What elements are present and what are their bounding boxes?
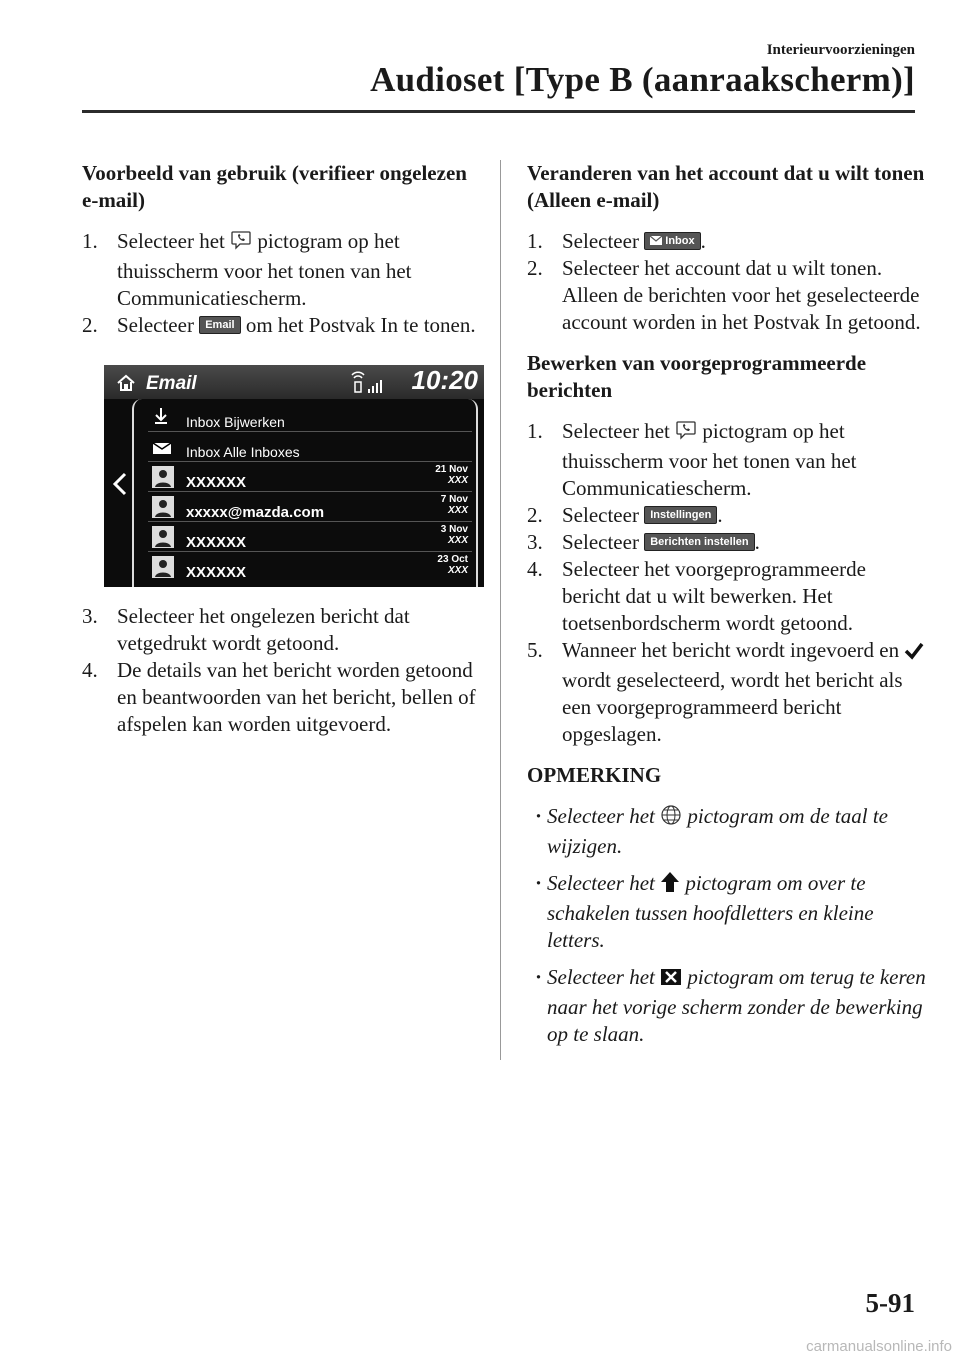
- edit-steps: [527, 418, 927, 748]
- left-heading: Voorbeeld van gebruik (verifieer ongelezen e-mail): [82, 161, 467, 212]
- cancel-x-icon: [660, 967, 682, 994]
- step-text: Selecteer: [117, 313, 194, 337]
- account-steps: [527, 228, 927, 336]
- shift-arrow-icon: [660, 871, 680, 900]
- step-text: om het Postvak In te tonen.: [245, 313, 476, 337]
- step-1: [527, 228, 927, 255]
- step-number: 2.: [527, 503, 543, 527]
- step-text: Selecteer het: [562, 419, 670, 443]
- step-3: [527, 529, 927, 556]
- screen-clock: 10:20: [411, 365, 478, 395]
- inbox-button[interactable]: [644, 232, 700, 250]
- step-1: [82, 228, 482, 312]
- screen-title: Email: [146, 373, 197, 394]
- step-text: Selecteer: [562, 530, 639, 554]
- step-2: [527, 502, 927, 529]
- envelope-icon: [152, 436, 172, 463]
- step-text: Selecteer: [562, 229, 639, 253]
- chapter-title: Audioset [Type B (aanraakscherm)]: [370, 60, 915, 99]
- inbox-all-row[interactable]: [148, 433, 472, 462]
- note-list: [527, 803, 927, 1048]
- step-3: [82, 603, 482, 657]
- section-label: Interieurvoorzieningen: [766, 42, 915, 58]
- settings-button[interactable]: Instellingen: [644, 506, 717, 524]
- step-number: 1.: [527, 229, 543, 253]
- step-text: Wanneer het bericht wordt ingevoerd en: [562, 638, 900, 662]
- communication-icon: [675, 419, 697, 448]
- note-text: pictogram om de taal te wijzigen.: [547, 804, 888, 858]
- step-text: De details van het bericht worden getoond en beantwoorden van het bericht, bellen of afspelen kan worden uitgevoerd.: [117, 658, 476, 736]
- step-number: 2.: [82, 313, 98, 337]
- date-text: 7 Nov: [440, 494, 468, 505]
- message-date: [435, 464, 468, 486]
- step-number: 5.: [527, 638, 543, 662]
- note-item: [527, 870, 927, 954]
- date-text: 23 Oct: [437, 554, 468, 565]
- inbox-button-label: Inbox: [665, 235, 695, 247]
- step-number: 3.: [82, 604, 98, 628]
- step-4: [82, 657, 482, 738]
- step-text: wordt geselecteerd, wordt het bericht als een voorgeprogrammeerd bericht opgeslagen.: [562, 668, 903, 746]
- step-2: [82, 312, 482, 339]
- globe-icon: [660, 804, 682, 833]
- message-row[interactable]: [148, 553, 472, 581]
- step-number: 1.: [527, 419, 543, 443]
- date-sub: XXX: [447, 475, 468, 486]
- message-sender: XXXXXX: [186, 474, 247, 491]
- step-text: Selecteer het ongelezen bericht dat vetgedrukt wordt getoond.: [117, 604, 410, 655]
- date-text: 3 Nov: [440, 524, 468, 535]
- message-row[interactable]: [148, 493, 472, 522]
- step-text: .: [700, 229, 706, 253]
- screen-topbar: [104, 365, 484, 399]
- inbox-all-label: Inbox Alle Inboxes: [186, 444, 300, 460]
- note-text: pictogram om over te schakelen tussen hoofdletters en kleine letters.: [547, 871, 874, 952]
- right-heading-2: Bewerken van voorgeprogrammeerde berichten: [527, 351, 867, 402]
- contact-icon: [152, 496, 174, 525]
- header-rule: [82, 110, 915, 113]
- email-button[interactable]: Email: [199, 316, 240, 334]
- step-number: 4.: [527, 557, 543, 581]
- step-text: Selecteer: [562, 503, 639, 527]
- email-screen: [104, 365, 484, 587]
- date-sub: XXX: [447, 535, 468, 546]
- step-text: Selecteer het voorgeprogrammeerde bericht dat u wilt bewerken. Het toetsenbordscherm wordt getoond.: [562, 557, 866, 635]
- left-steps-continued: [82, 603, 482, 738]
- communication-icon: [230, 229, 252, 258]
- step-text: pictogram op het thuisscherm voor het tonen van het Communicatiescherm.: [562, 419, 857, 500]
- left-steps: [82, 228, 482, 339]
- note-item: [527, 803, 927, 860]
- checkmark-icon: [904, 640, 924, 667]
- step-text: .: [754, 530, 760, 554]
- step-number: 3.: [527, 530, 543, 554]
- message-sender: XXXXXX: [186, 534, 247, 551]
- step-text: pictogram op het thuisscherm voor het tonen van het Communicatiescherm.: [117, 229, 412, 310]
- message-date: [441, 494, 468, 516]
- note-title: OPMERKING: [527, 763, 662, 787]
- step-2: [527, 255, 927, 336]
- contact-icon: [152, 466, 174, 495]
- step-5: [527, 637, 927, 748]
- back-arrow-icon[interactable]: [112, 471, 128, 504]
- envelope-icon: [650, 236, 662, 245]
- inbox-refresh-row[interactable]: [148, 403, 472, 432]
- message-date: [441, 524, 468, 546]
- watermark: carmanualsonline.info: [806, 1338, 952, 1355]
- message-sender: XXXXXX: [186, 564, 247, 581]
- date-sub: XXX: [447, 505, 468, 516]
- step-number: 4.: [82, 658, 98, 682]
- step-4: [527, 556, 927, 637]
- message-row[interactable]: [148, 463, 472, 492]
- note-text: Selecteer het: [547, 965, 655, 989]
- step-1: [527, 418, 927, 502]
- date-text: 21 Nov: [435, 464, 468, 475]
- contact-icon: [152, 556, 174, 585]
- step-number: 2.: [527, 256, 543, 280]
- note-text: pictogram om terug te keren naar het vorige scherm zonder de bewerking op te slaan.: [547, 965, 926, 1046]
- date-sub: XXX: [447, 565, 468, 576]
- message-settings-button[interactable]: Berichten instellen: [644, 533, 754, 551]
- step-text: .: [717, 503, 723, 527]
- message-date: [437, 554, 468, 576]
- download-arrow-icon: [152, 406, 170, 433]
- message-row[interactable]: [148, 523, 472, 552]
- note-item: [527, 964, 927, 1048]
- home-icon[interactable]: [116, 372, 136, 399]
- note-text: Selecteer het: [547, 804, 655, 828]
- step-text: Selecteer het account dat u wilt tonen. Alleen de berichten voor het geselecteerde account worden in het Postvak In getoond.: [562, 256, 921, 334]
- inbox-refresh-label: Inbox Bijwerken: [186, 414, 285, 430]
- message-sender: xxxxx@mazda.com: [186, 504, 325, 521]
- page-number: 5-91: [865, 1288, 915, 1318]
- left-column: [82, 160, 482, 752]
- right-column: [527, 160, 927, 1058]
- step-number: 1.: [82, 229, 98, 253]
- column-divider: [500, 160, 501, 1060]
- contact-icon: [152, 526, 174, 555]
- step-text: Selecteer het: [117, 229, 225, 253]
- right-heading-1: Veranderen van het account dat u wilt tonen (Alleen e-mail): [527, 161, 925, 212]
- note-text: Selecteer het: [547, 871, 655, 895]
